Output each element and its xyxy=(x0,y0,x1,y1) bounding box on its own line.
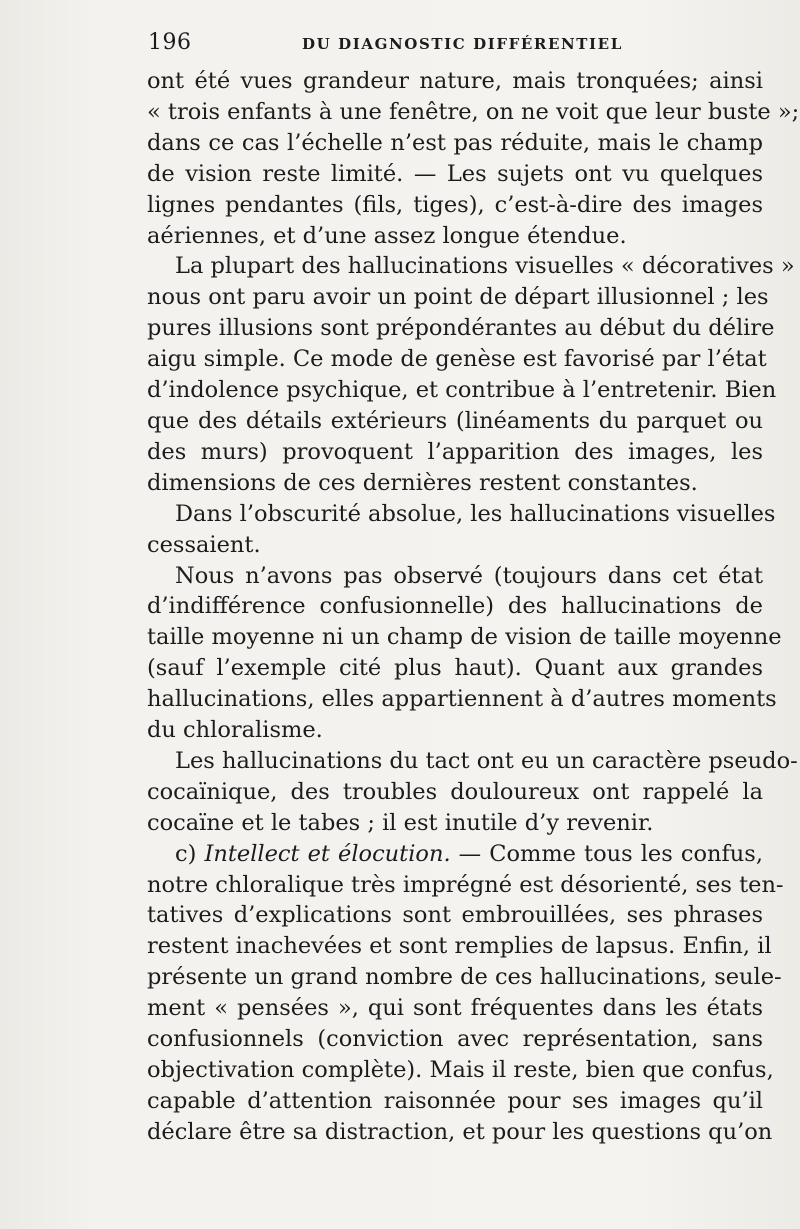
page-number: 196 xyxy=(148,30,192,55)
text-line: tatives d’explications sont embrouillées, ses phrases xyxy=(147,902,763,929)
text-line: déclare être sa distraction, et pour les questions qu’on xyxy=(147,1118,773,1145)
text-line: du chloralisme. xyxy=(147,717,323,744)
text-line: de vision reste limité. — Les sujets ont vu quelques xyxy=(147,160,763,187)
text-line: des murs) provoquent l’apparition des images, les xyxy=(147,438,763,465)
text-line: objectivation complète). Mais il reste, bien que confus, xyxy=(147,1057,774,1083)
text-line: notre chloralique très imprégné est désorienté, ses ten- xyxy=(147,871,784,898)
text-line: dans ce cas l’échelle n’est pas réduite, mais le champ xyxy=(147,129,763,156)
text-line: ment « pensées », qui sont fréquentes dans les états xyxy=(147,995,763,1022)
text-line: que des détails extérieurs (linéaments du parquet ou xyxy=(147,407,763,434)
section-c-heading: Intellect et élocution. xyxy=(204,840,451,867)
text-line: cessaient. xyxy=(147,531,261,558)
text-line: aériennes, et d’une assez longue étendue. xyxy=(147,222,627,249)
text-line: La plupart des hallucinations visuelles « décoratives » xyxy=(175,253,795,280)
text-line: cocaïne et le tabes ; il est inutile d’y revenir. xyxy=(147,809,654,836)
text-line: nous ont paru avoir un point de départ illusionnel ; les xyxy=(147,284,769,311)
text-line: d’indolence psychique, et contribue à l’entretenir. Bien xyxy=(147,377,777,404)
text-line: lignes pendantes (fils, tiges), c’est-à-dire des images xyxy=(147,191,763,218)
text-line: confusionnels (conviction avec représentation, sans xyxy=(147,1026,763,1053)
page-header xyxy=(148,30,760,60)
text-line: « trois enfants à une fenêtre, on ne voit que leur buste »; xyxy=(147,98,800,125)
text-line: cocaïnique, des troubles douloureux ont rappelé la xyxy=(147,778,763,805)
section-c-rest: — Comme tous les confus, xyxy=(450,840,763,867)
text-line: taille moyenne ni un champ de vision de taille moyenne xyxy=(147,624,782,651)
text-line: aigu simple. Ce mode de genèse est favorisé par l’état xyxy=(147,346,767,373)
body-text xyxy=(147,66,800,1148)
text-line: Les hallucinations du tact ont eu un caractère pseudo- xyxy=(175,747,798,774)
text-line: d’indifférence confusionnelle) des hallucinations de xyxy=(147,593,763,620)
text-line: ont été vues grandeur nature, mais tronquées; ainsi xyxy=(147,68,763,94)
section-c-heading-line xyxy=(147,839,763,870)
text-line: pures illusions sont prépondérantes au début du délire xyxy=(147,315,775,342)
text-line: présente un grand nombre de ces hallucinations, seule- xyxy=(147,964,782,991)
text-line: capable d’attention raisonnée pour ses images qu’il xyxy=(147,1087,763,1114)
text-line: hallucinations, elles appartiennent à d’autres moments xyxy=(147,686,777,713)
text-line: Nous n’avons pas observé (toujours dans cet état xyxy=(175,562,763,589)
text-line: (sauf l’exemple cité plus haut). Quant aux grandes xyxy=(147,655,763,682)
text-line: dimensions de ces dernières restent constantes. xyxy=(147,469,698,496)
text-line: restent inachevées et sont remplies de lapsus. Enfin, il xyxy=(147,933,772,960)
running-title: DU DIAGNOSTIC DIFFÉRENTIEL xyxy=(302,35,623,53)
text-line: Dans l’obscurité absolue, les hallucinations visuelles xyxy=(175,500,776,527)
section-c-label: c) xyxy=(175,840,205,867)
